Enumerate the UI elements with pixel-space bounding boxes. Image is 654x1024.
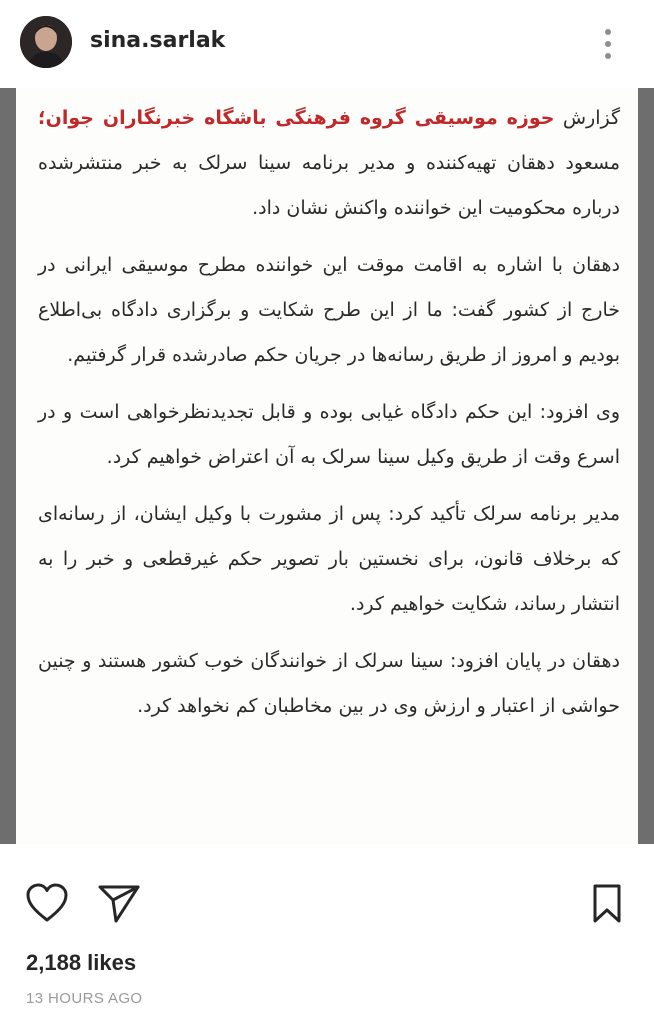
article-paragraph-1 [38, 96, 620, 231]
likes-count[interactable]: 2,188 likes [26, 950, 137, 975]
post-image[interactable] [0, 88, 654, 844]
bookmark-icon[interactable] [590, 882, 624, 926]
article-paragraph-3: وی افزود: این حکم دادگاه غیابی بوده و قابل تجدیدنظرخواهی است و در اسرع وقت از طریق وکیل سینا سرلک به آن اعتراض خواهیم کرد. [38, 401, 620, 468]
paragraph-1-highlight: حوزه موسیقی گروه فرهنگی باشگاه خبرنگاران جوان؛ [38, 107, 555, 129]
article-paragraph-4: مدیر برنامه سرلک تأکید کرد: پس از مشورت با وکیل ایشان، از رسانه‌ای که برخلاف قانون، برای نخستین بار تصویر حکم غیرقطعی و خبر را به انتشار رساند، شکایت خواهیم کرد. [38, 503, 620, 615]
username[interactable]: sina.sarlak [90, 28, 226, 53]
more-vertical-icon[interactable] [598, 26, 618, 62]
paragraph-1-rest: مسعود دهقان تهیه‌کننده و مدیر برنامه سینا سرلک به خبر منتشرشده درباره محکومیت این خواننده واکنش نشان داد. [38, 152, 620, 219]
article-paragraph-2: دهقان با اشاره به اقامت موقت این خواننده مطرح موسیقی ایرانی در خارج از کشور گفت: ما از این طرح شکایت و برگزاری دادگاه بی‌اطلاع بودیم و امروز از طریق رسانه‌ها در جریان حکم صادرشده قرار گرفتیم. [38, 254, 620, 366]
post-timestamp: 13 HOURS AGO [26, 990, 143, 1007]
avatar-image [20, 16, 72, 68]
paragraph-1-prefix: گزارش [554, 107, 620, 129]
article-paragraph-5: دهقان در پایان افزود: سینا سرلک از خوانندگان خوب کشور هستند و چنین حواشی از اعتبار و ارزش وی در بین مخاطبان کم نخواهد کرد. [38, 650, 620, 717]
heart-icon[interactable] [24, 882, 70, 924]
article-text [38, 96, 620, 741]
article-paper [16, 88, 638, 844]
avatar[interactable] [20, 16, 72, 68]
post-header [0, 0, 654, 88]
send-icon[interactable] [96, 882, 142, 924]
action-bar [0, 860, 654, 940]
